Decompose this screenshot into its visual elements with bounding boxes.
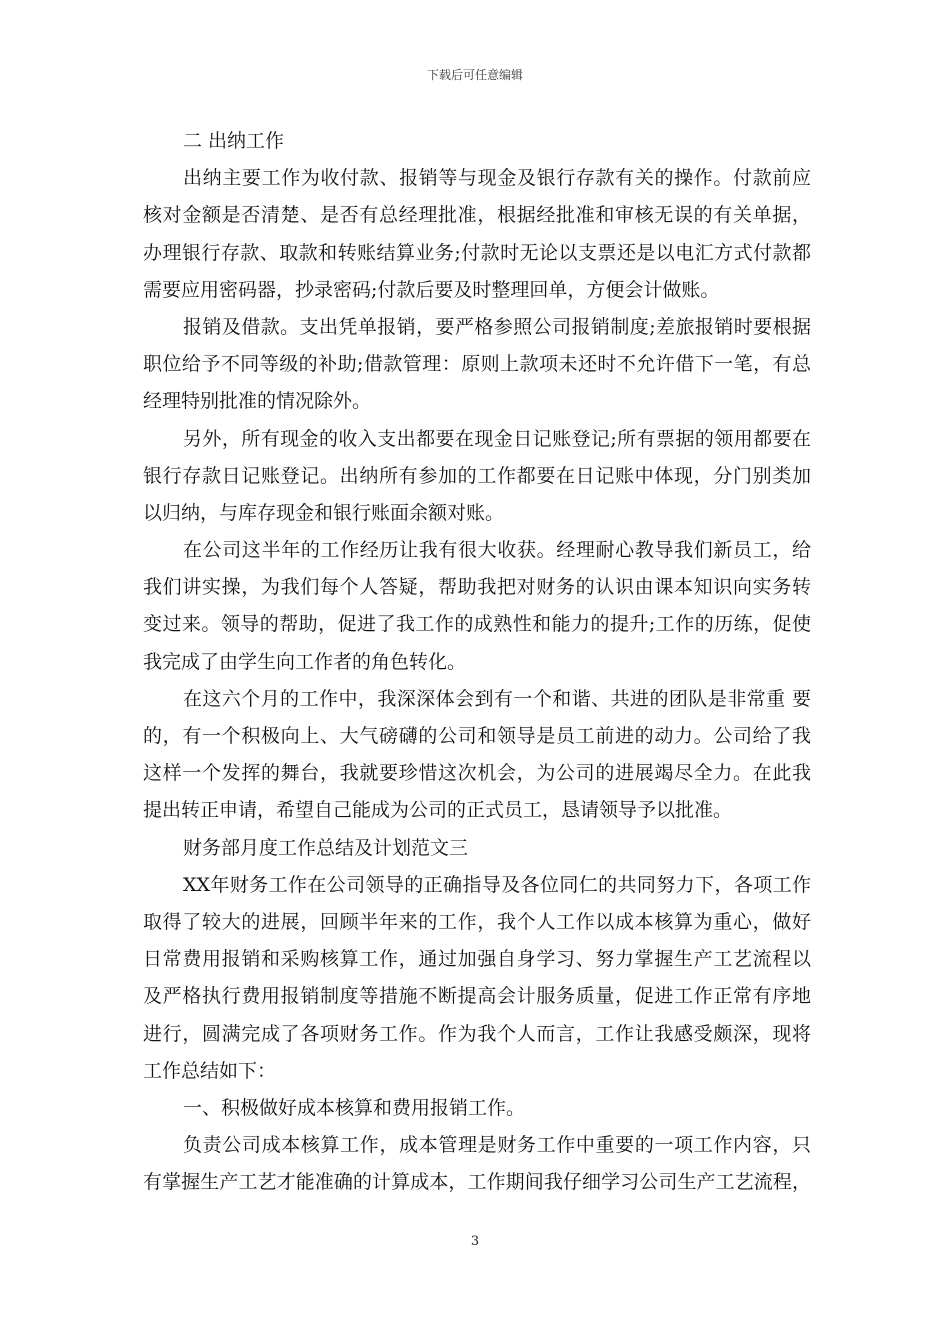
page-header: 下载后可任意编辑 xyxy=(426,68,523,82)
paragraph-line: 工作总结如下： xyxy=(143,1059,277,1082)
paragraph-line: 核对金额是否清楚、是否有总经理批准，根据经批准和审核无误的有关单据， xyxy=(143,204,811,227)
section-heading: 二 出纳工作 xyxy=(183,130,285,152)
paragraph-line: XX年财务工作在公司领导的正确指导及各位同仁的共同努力下，各项工作 xyxy=(183,873,811,896)
paragraph-line: 取得了较大的进展，回顾半年来的工作，我个人工作以成本核算为重心，做好 xyxy=(143,910,811,933)
paragraph-line: 有掌握生产工艺才能准确的计算成本，工作期间我仔细学习公司生产工艺流程， xyxy=(143,1171,811,1194)
paragraph-line: 日常费用报销和采购核算工作，通过加强自身学习、努力掌握生产工艺流程以 xyxy=(143,948,811,971)
paragraph-line: 变过来。领导的帮助，促进了我工作的成熟性和能力的提升;工作的历练，促使 xyxy=(143,613,811,636)
page-number: 3 xyxy=(470,1234,480,1249)
paragraph-line: 我完成了由学生向工作者的角色转化。 xyxy=(143,650,467,673)
section-heading: 一、积极做好成本核算和费用报销工作。 xyxy=(183,1096,526,1119)
paragraph-line: 银行存款日记账登记。出纳所有参加的工作都要在日记账中体现，分门别类加 xyxy=(143,464,811,487)
paragraph-line: 进行，圆满完成了各项财务工作。作为我个人而言，工作让我感受颇深，现将 xyxy=(143,1022,811,1045)
paragraph-line: 在这六个月的工作中，我深深体会到有一个和谐、共进的团队是非常重 要 xyxy=(183,687,811,710)
document-body xyxy=(143,123,811,1201)
paragraph-line: 这样一个发挥的舞台，我就要珍惜这次机会，为公司的进展竭尽全力。在此我 xyxy=(143,762,811,785)
paragraph-line: 及严格执行费用报销制度等措施不断提高会计服务质量，促进工作正常有序地 xyxy=(143,985,811,1008)
paragraph-line: 报销及借款。支出凭单报销，要严格参照公司报销制度;差旅报销时要根据 xyxy=(183,315,811,338)
paragraph-line: 的，有一个积极向上、大气磅礴的公司和领导是员工前进的动力。公司给了我 xyxy=(143,725,811,747)
paragraph-line: 经理特别批准的情况除外。 xyxy=(143,390,372,413)
paragraph-line: 出纳主要工作为收付款、报销等与现金及银行存款有关的操作。付款前应 xyxy=(183,167,811,190)
paragraph-line: 提出转正申请，希望自己能成为公司的正式员工，恳请领导予以批准。 xyxy=(143,799,733,822)
paragraph-line: 职位给予不同等级的补助;借款管理：原则上款项未还时不允许借下一笔，有总 xyxy=(143,353,811,376)
paragraph-line: 需要应用密码器，抄录密码;付款后要及时整理回单，方便会计做账。 xyxy=(143,278,720,301)
paragraph-line: 办理银行存款、取款和转账结算业务;付款时无论以支票还是以电汇方式付款都 xyxy=(143,241,811,264)
paragraph-line: 负责公司成本核算工作，成本管理是财务工作中重要的一项工作内容，只 xyxy=(183,1134,811,1157)
paragraph-line: 我们讲实操，为我们每个人答疑，帮助我把对财务的认识由课本知识向实务转 xyxy=(143,576,811,599)
paragraph-line: 以归纳，与库存现金和银行账面余额对账。 xyxy=(143,501,505,524)
paragraph-line: 在公司这半年的工作经历让我有很大收获。经理耐心教导我们新员工，给 xyxy=(183,539,811,562)
paragraph-line: 另外，所有现金的收入支出都要在现金日记账登记;所有票据的领用都要在 xyxy=(183,427,811,450)
section-heading: 财务部月度工作总结及计划范文三 xyxy=(183,836,469,859)
